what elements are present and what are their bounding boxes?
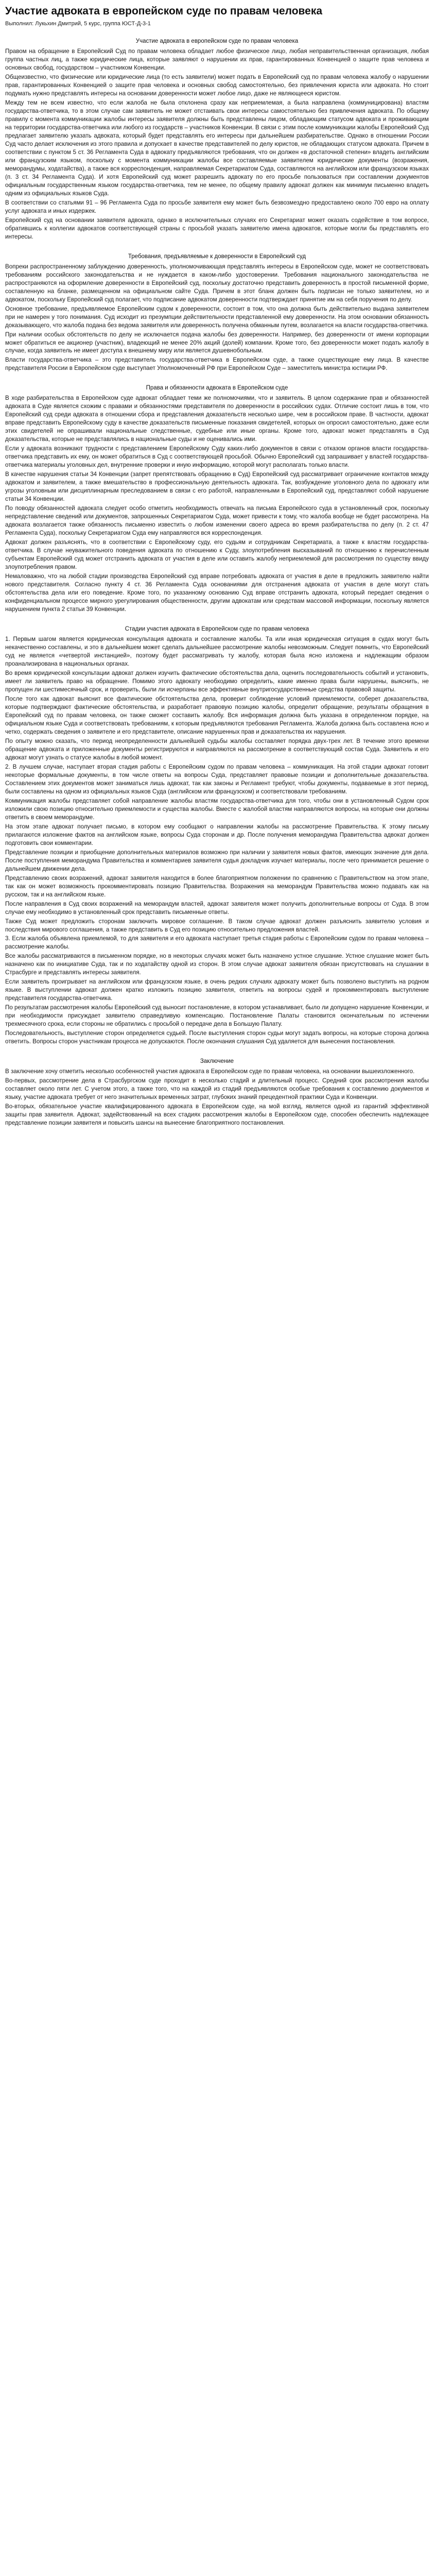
paragraph: При наличии особых обстоятельств по делу не исключается подача жалобы без доверенности. Например, без доверенности от имени корпорации может обратиться ее акционер (участник), владеющий не менее 20% акций (долей) компании. Кроме того, без доверенности может подать жалобу в случае, когда заявитель не имеет доступа к внешнему миру или является душевнобольным.: [5, 331, 429, 354]
paragraph: После направления в Суд своих возражений на меморандум властей, адвокат заявителя может получить дополнительные вопросы от Суда. В этом случае ему необходимо в установленный срок представить письменные ответы.: [5, 900, 429, 916]
paragraph: Вопреки распространенному заблуждению доверенность, уполномочивающая представлять интересы в Европейском суде, может не соответствовать требованиям российского законодательства и не нуждается в каком-либо удостоверении. Требования национального законодательства не распространяются на оформление доверенности в Европейский суд, поскольку достаточно представить доверенность в простой письменной форме, составленную на бланке, размещенном на официальном сайте Суда. Причем в этот бланк должен быть подписан не только заявителем, но и адвокатом, поскольку Европейский суд полагает, что подписание адвокатом доверенности подтверждает принятие им на себя поручения по делу.: [5, 263, 429, 303]
paragraph: В соответствии со статьями 91 – 96 Регламента Суда по просьбе заявителя ему может быть безвозмездно предоставлено около 700 евро на оплату услуг адвоката и иных издержек.: [5, 199, 429, 214]
section-heading: Заключение: [200, 1058, 234, 1065]
section-heading: Участие адвоката в европейском суде по правам человека: [135, 38, 299, 44]
paragraph: В качестве нарушения статьи 34 Конвенции (запрет препятствовать обращению в Суд) Европейский суд рассматривает ограничение контактов между адвокатом и заявителем, а также вмешательство в профессиональную деятельность адвоката. Так, возбуждение уголовного дела по адвокату или угрозы уголовным или дисциплинарным преследованием в связи с его работой, направленными в Европейский суд, представляют собой нарушение статьи 34 Конвенции.: [5, 471, 429, 503]
paragraph: Представление позиции и приобщение дополнительных материалов возможно при наличии у заявителя новых фактов, имеющих значение для дела. После поступления меморандума Правительства и комментариев заявителя судья докладчик изучает материалы, после чего принимается решение о дальнейшем движении дела.: [5, 849, 429, 872]
paragraph: На этом этапе адвокат получает письмо, в котором ему сообщают о направлении жалобы на рассмотрение Правительства. К этому письму прилагаются изложение фактов на английском языке, вопросы Суда сторонам и др. После получения меморандума Правительства адвокат должен подготовить свои комментарии.: [5, 823, 429, 846]
paragraph: По результатам рассмотрения жалобы Европейский суд выносит постановление, в котором устанавливает, было ли допущено нарушение Конвенции, и при необходимости присуждает заявителю справедливую компенсацию. Постановление Палаты становится окончательным по истечении трехмесячного срока, если стороны не обратились с просьбой о передаче дела в Большую Палату.: [5, 1004, 429, 1028]
paragraph: 2. В лучшем случае, наступает вторая стадия работы с Европейским судом по правам человека – коммуникация. На этой стадии адвокат готовит некоторые формальные документы, в том числе ответы на вопросы Суда, представляет правовые позиции и дополнительные доказательства. Составлением этих документов может заниматься лишь адвокат, так как законы и Регламент требуют, чтобы документы, подаваемые в этот период, были составлены на одном из официальных языков Суда (английском или французском) и соответствовали требованиям.: [5, 763, 429, 795]
paragraph: Адвокат должен разъяснять, что в соответствии с Европейскому суду, его судьям и сотрудникам Секретариата, а также к властям государства-ответчика. В случае неуважительного поведения адвоката по отношению к Суду, злоупотребления высказываний по отношению к перечисленным субъектам Европейский суд может отстранить адвоката от участия в деле или оставить жалобу неприемлемой для рассмотрения по существу ввиду злоупотребления правом.: [5, 539, 429, 571]
document-title: Участие адвоката в европейском суде по правам человека: [5, 5, 323, 17]
section-heading: Стадии участия адвоката в Европейском суде по правам человека: [125, 626, 309, 633]
paragraph: В ходе разбирательства в Европейском суде адвокат обладает теми же полномочиями, что и заявитель. В целом содержание прав и обязанностей адвоката в Суде является схожим с правами и обязанностями представителя по доверенности в российских судах. Отличие состоит лишь в том, что Европейский суд среди адвоката в отношении сбора и представления доказательств несколько шире, чем в российском праве. В частности, адвокат вправе представить Европейскому суду в качестве доказательств письменные показания свидетелей, которых он опросил самостоятельно, даже если этих свидетелей не опрашивали национальные следственные, судебные или иные органы. Кроме того, адвокат может представлять в Суд доказательства, которые не представлялись в национальные суды и не оценивались ими.: [5, 395, 429, 443]
paragraph: Между тем не всем известно, что если жалоба не была отклонена сразу как неприемлемая, а была направлена (коммуницирована) властям государства-ответчика, то в этом случае сам заявитель не может отстаивать свои интересы самостоятельно без привлечения адвоката. По общему правилу с момента коммуникации жалобы интересы заявителя должны быть представлены лицом, обладающим статусом адвоката и проживающим на территории государства-ответчика или любого из государств – участников Конвенции. В связи с этим после коммуникации жалобы Европейский Суд предлагает заявителю указать адвоката, который будет представлять его интересы при дальнейшем разбирательстве. Однако в отношении России Суд часто делает исключения из этого правила и допускает в качестве представителей по делу юристов, не обладающих статусом адвоката. Причем в соответствии с пунктом 5 ст. 36 Регламента Суда в адвокату предъявляются требования, что он должен «в достаточной степени» владеть английским или французским языком, поскольку с момента коммуникации жалобы все составляемые заявителем юридические документы (возражения, меморандумы, ходатайства), а также вся корреспонденция, направляемая Секретариатом Суда, составляются на английском или французском языках (п. 3 ст. 34 Регламента Суда). И хотя Европейский суд может разрешить адвокату по его просьбе пользоваться при составлении документов официальным государственным языком государства-ответчика, тем не менее, по общему правилу адвокат должен как минимум письменно владеть одним из официальных языков Суда.: [5, 99, 429, 197]
paragraph: Немаловажно, что на любой стадии производства Европейский суд вправе потребовать адвоката от участия в деле в предложить заявителю найти нового представителя. Согласно пункту 4 ст. 36 Регламента Суда основаниями для отстранения адвоката от участия в деле могут стать обстоятельства дела или его поведение. Кроме того, по указанному основанию Суд вправе отстранить адвоката, который передает сведения о конфиденциальном процессе мирного урегулирования общественности, другим адвокатам или средствам массовой информации, поскольку является нарушением пункта 2 статьи 39 Конвенции.: [5, 573, 429, 613]
author-byline: Выполнил: Лукьхин Дмитрий, 5 курс, группа ЮСТ-Д-3-1: [5, 21, 151, 27]
document-page: [0, 0, 436, 1141]
paragraph: После того как адвокат выяснит все фактические обстоятельства дела, проверит соблюдение условий приемлемости, соберет доказательства, которые подтверждают фактические обстоятельства, и разработает правовую позицию жалобы, определит обращение, результаты обращения в Европейский суд по правам человека, он также сможет составить жалобу. Вся информация должна быть указана в определенном порядке, на официальном языке Суда и соответствовать требованиям, к которым предъявляются требования Регламента. Жалоба должна быть составлена ясно и четко, содержать сведения о заявителе и его представителе, описание нарушенных прав и доказательства их нарушения.: [5, 695, 429, 735]
section-heading: Права и обязанности адвоката в Европейском суде: [146, 385, 288, 392]
paragraph: В заключение хочу отметить несколько особенностей участия адвоката в Европейском суде по правам человека, на основании вышеизложенного.: [5, 1068, 415, 1075]
document-body: [5, 38, 429, 1127]
paragraph: Все жалобы рассматриваются в письменном порядке, но в некоторых случаях может быть назначено устное слушание. Устное слушание может быть назначено как по инициативе Суда, так и по ходатайству одной из сторон. В этом случае адвокат заявителя обязан присутствовать на слушании в Страсбурге и представлять интересы заявителя.: [5, 953, 429, 976]
paragraph: Представлению своих возражений, адвокат заявителя находится в более благоприятном положении по сравнению с Правительством на этом этапе, так как он может возможность прокомментировать позицию Правительства. Возражения на меморандум Правительства можно подавать как на русском, так и на английском языке.: [5, 874, 429, 898]
paragraph: Последовательность, выступление сторон определяется судьей. После выступления сторон судьи могут задать вопросы, на которые сторона должна ответить. Вопросы сторон участникам процесса не допускаются. После окончания слушания Суд удаляется для вынесения постановления.: [5, 1030, 429, 1045]
paragraph: Власти государства-ответчика – это представитель государства-ответчика в Европейском суде, а также существующие ему лица. В качестве представителя России в Европейском суде выступает Уполномоченный РФ при Европейском Суде – заместитель министра юстиции РФ.: [5, 357, 429, 372]
section-heading: Требования, предъявляемые к доверенности в Европейский суд: [128, 253, 306, 260]
paragraph: Также Суд может предложить сторонам заключить мировое соглашение. В таком случае адвокат должен разъяснить заявителю условия и последствия мирового соглашения, а также представить в Суд его позицию относительно предложения властей.: [5, 918, 429, 933]
paragraph: Во-первых, рассмотрение дела в Страсбургском суде проходит в несколько стадий и длительный процесс. Средний срок рассмотрения жалобы составляет около пяти лет. С учетом этого, а также того, что на каждой из стадий предъявляются особые требования к составлению документов и языку, участие адвоката требует от него значительных временных затрат, глубоких знаний прецедентной практики Суда и Конвенции.: [5, 1077, 429, 1101]
paragraph: 3. Если жалоба объявлена приемлемой, то для заявителя и его адвоката наступает третья стадия работы с Европейским судом по правам человека – рассмотрение жалобы.: [5, 935, 429, 951]
paragraph: Основное требование, предъявляемое Европейским судом к доверенности, состоит в том, что она должна быть действительно выдана заявителем при не намерен у того понимания. Суд исходит из презумпции действительности представленной ему доверенности. На этом основании обязанность доказывающего, что жалоба подана без ведома заявителя или доверенность получена обманным путем, возлагается на власти государства-ответчика.: [5, 305, 429, 329]
paragraph: Правом на обращение в Европейский Суд по правам человека обладает любое физическое лицо, любая неправительственная организация, любая группа частных лиц, а также юридические лица, которые заявляют о нарушении их прав, гарантированных Конвенцией о защите прав человека и основных свобод, государством – участником Конвенции.: [5, 48, 429, 71]
paragraph: Во время юридической консультации адвокат должен изучить фактические обстоятельства дела, оценить последовательность событий и установить, имеет ли заявитель право на обращение. Помимо этого адвокату необходимо определить, какие именно права были нарушены, выяснить, не пропущен ли шестимесячный срок, и проверить, были ли исчерпаны все эффективные внутригосударственные средства правовой защиты.: [5, 669, 429, 693]
paragraph: 1. Первым шагом является юридическая консультация адвоката и составление жалобы. Та или иная юридическая ситуация в судах могут быть некачественно составлены, и это в дальнейшем может сделать дальнейшее рассмотрение жалобы невозможным. Следует помнить, что Европейский суд не является «четвертой инстанцией», поэтому будет рассматривать ту жалобу, которая была ясно изложена и надлежащим образом проанализирована в национальных органах.: [5, 636, 429, 667]
paragraph: По опыту можно сказать, что период неопределенности дальнейшей судьбы жалобы составляет порядка двух-трех лет. В течение этого времени обращение адвоката и приложенные документы регистрируются и направляются на рассмотрение в соответствующий состав Суда. Заявитель и его адвокат могут узнать о статусе жалобы в любой момент.: [5, 737, 429, 761]
paragraph: Общеизвестно, что физические или юридические лица (то есть заявители) может подать в Европейский суд по правам человека жалобу о нарушении прав, гарантированных Конвенцией о защите прав человека и основных свобод самостоятельно, без привлечения юриста или адвоката. Но стоит подумать нужно представлять интересы на основании доверенности может любое лицо, даже не являющееся юристом.: [5, 73, 429, 97]
paragraph: Если у адвоката возникают трудности с представлением Европейскому Суду каких-либо документов в связи с отказом органов власти государства-ответчика представить их ему, он может обратиться в Суд с соответствующей просьбой. Обычно Европейский суд запрашивает у властей государства-ответчика материалы уголовных дел, внутренние проверки и иную информацию, которой могут располагать только власти.: [5, 445, 429, 469]
paragraph: Коммуникация жалобы представляет собой направление жалобы властям государства-ответчика для того, чтобы они в установленный Судом срок изложили свою позицию относительно приемлемости и существа жалобы. Вместе с жалобой властям направляются вопросы, на которые они должны ответить в своем меморандуме.: [5, 797, 429, 821]
paragraph: По поводу обязанностей адвоката следует особо отметить необходимость отвечать на письма Европейского суда в установленный срок, поскольку непредставление сведений или документов, запрошенных Секретариатом Суда, может привести к тому, что жалоба вообще не будет рассмотрена. На адвоката возлагается также обязанность письменно известить о любом изменении своего адреса во время разбирательства по делу (п. 2 ст. 47 Регламента Суда), поскольку Секретариатом Суда ему направляются вся корреспонденция.: [5, 505, 429, 537]
paragraph: Во-вторых, обязательное участие квалифицированного адвоката в Европейском суде, на мой взгляд, является одной из гарантий эффективной защиты прав заявителя. Адвокат, задействованный на всех стадиях рассмотрения жалобы в Европейском суде, способен обеспечить надлежащее представление позиции заявителя и повысить шансы на вынесение благоприятного постановления.: [5, 1103, 429, 1127]
paragraph: Европейский суд на основании заявителя адвоката, однако в исключительных случаях его Секретариат может оказать содействие в том вопросе, обратившись к коллегии адвокатов соответствующей страны с просьбой указать заявителю имена адвокатов, которые могли бы представлять его интересы.: [5, 216, 429, 240]
paragraph: Если заявитель проигрывает на английском или французском языке, в очень редких случаях адвокату может быть позволено выступить на родном языке. В выступлении адвокат должен кратко изложить позицию заявителя, ответить на вопросы судей и прокомментировать выступление представителя государства-ответчика.: [5, 978, 429, 1002]
